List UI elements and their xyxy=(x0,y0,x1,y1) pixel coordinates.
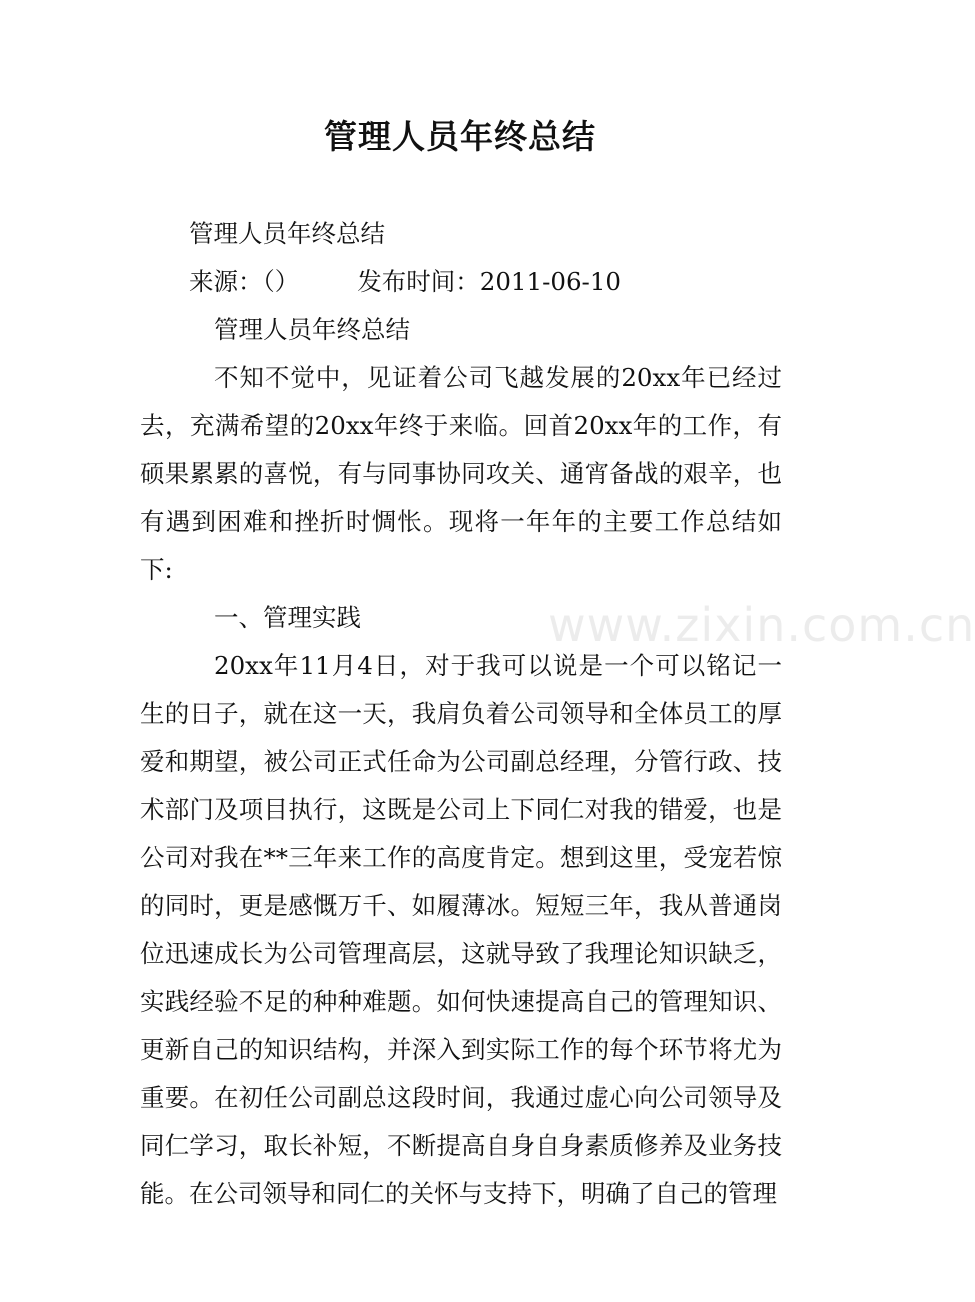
repeat-title: 管理人员年终总结 xyxy=(214,315,410,344)
publish-date: 发布时间：2011-06-10 xyxy=(357,267,622,296)
subtitle: 管理人员年终总结 xyxy=(189,219,385,248)
source-label: 来源：（） xyxy=(189,267,300,296)
paragraph-practice: 20xx年11月4日，对于我可以说是一个可以铭记一生的日子，就在这一天，我肩负着公司领导和全体员工的厚爱和期望，被公司正式任命为公司副总经理，分管行政、技术部门及项目执行，这既是公司上下同仁对我的错爱，也是公司对我在**三年来工作的高度肯定。想到这里，受宠若惊的同时，更是感慨万千、如履薄冰。短短三年，我从普通岗位迅速成长为公司管理高层，这就导致了我理论知识缺乏，实践经验不足的种种难题。如何快速提高自己的管理知识、更新自己的知识结构，并深入到实际工作的每个环节将尤为重要。在初任公司副总这段时间，我通过虚心向公司领导及同仁学习，取长补短，不断提高自身自身素质修养及业务技能。在公司领导和同仁的关怀与支持下，明确了自己的管理 xyxy=(140,651,782,1208)
watermark: www.zixin.com.cn xyxy=(548,598,975,652)
section-heading: 一、管理实践 xyxy=(214,603,361,632)
paragraph-intro: 不知不觉中，见证着公司飞越发展的20xx年已经过去，充满希望的20xx年终于来临。回首20xx年的工作，有硕果累累的喜悦，有与同事协同攻关、通宵备战的艰辛，也有遇到困难和挫折时惆怅。现将一年年的主要工作总结如下: xyxy=(140,363,782,584)
source-line xyxy=(140,258,782,306)
document-title: 管理人员年终总结 xyxy=(324,117,596,156)
document-body xyxy=(140,210,782,1218)
